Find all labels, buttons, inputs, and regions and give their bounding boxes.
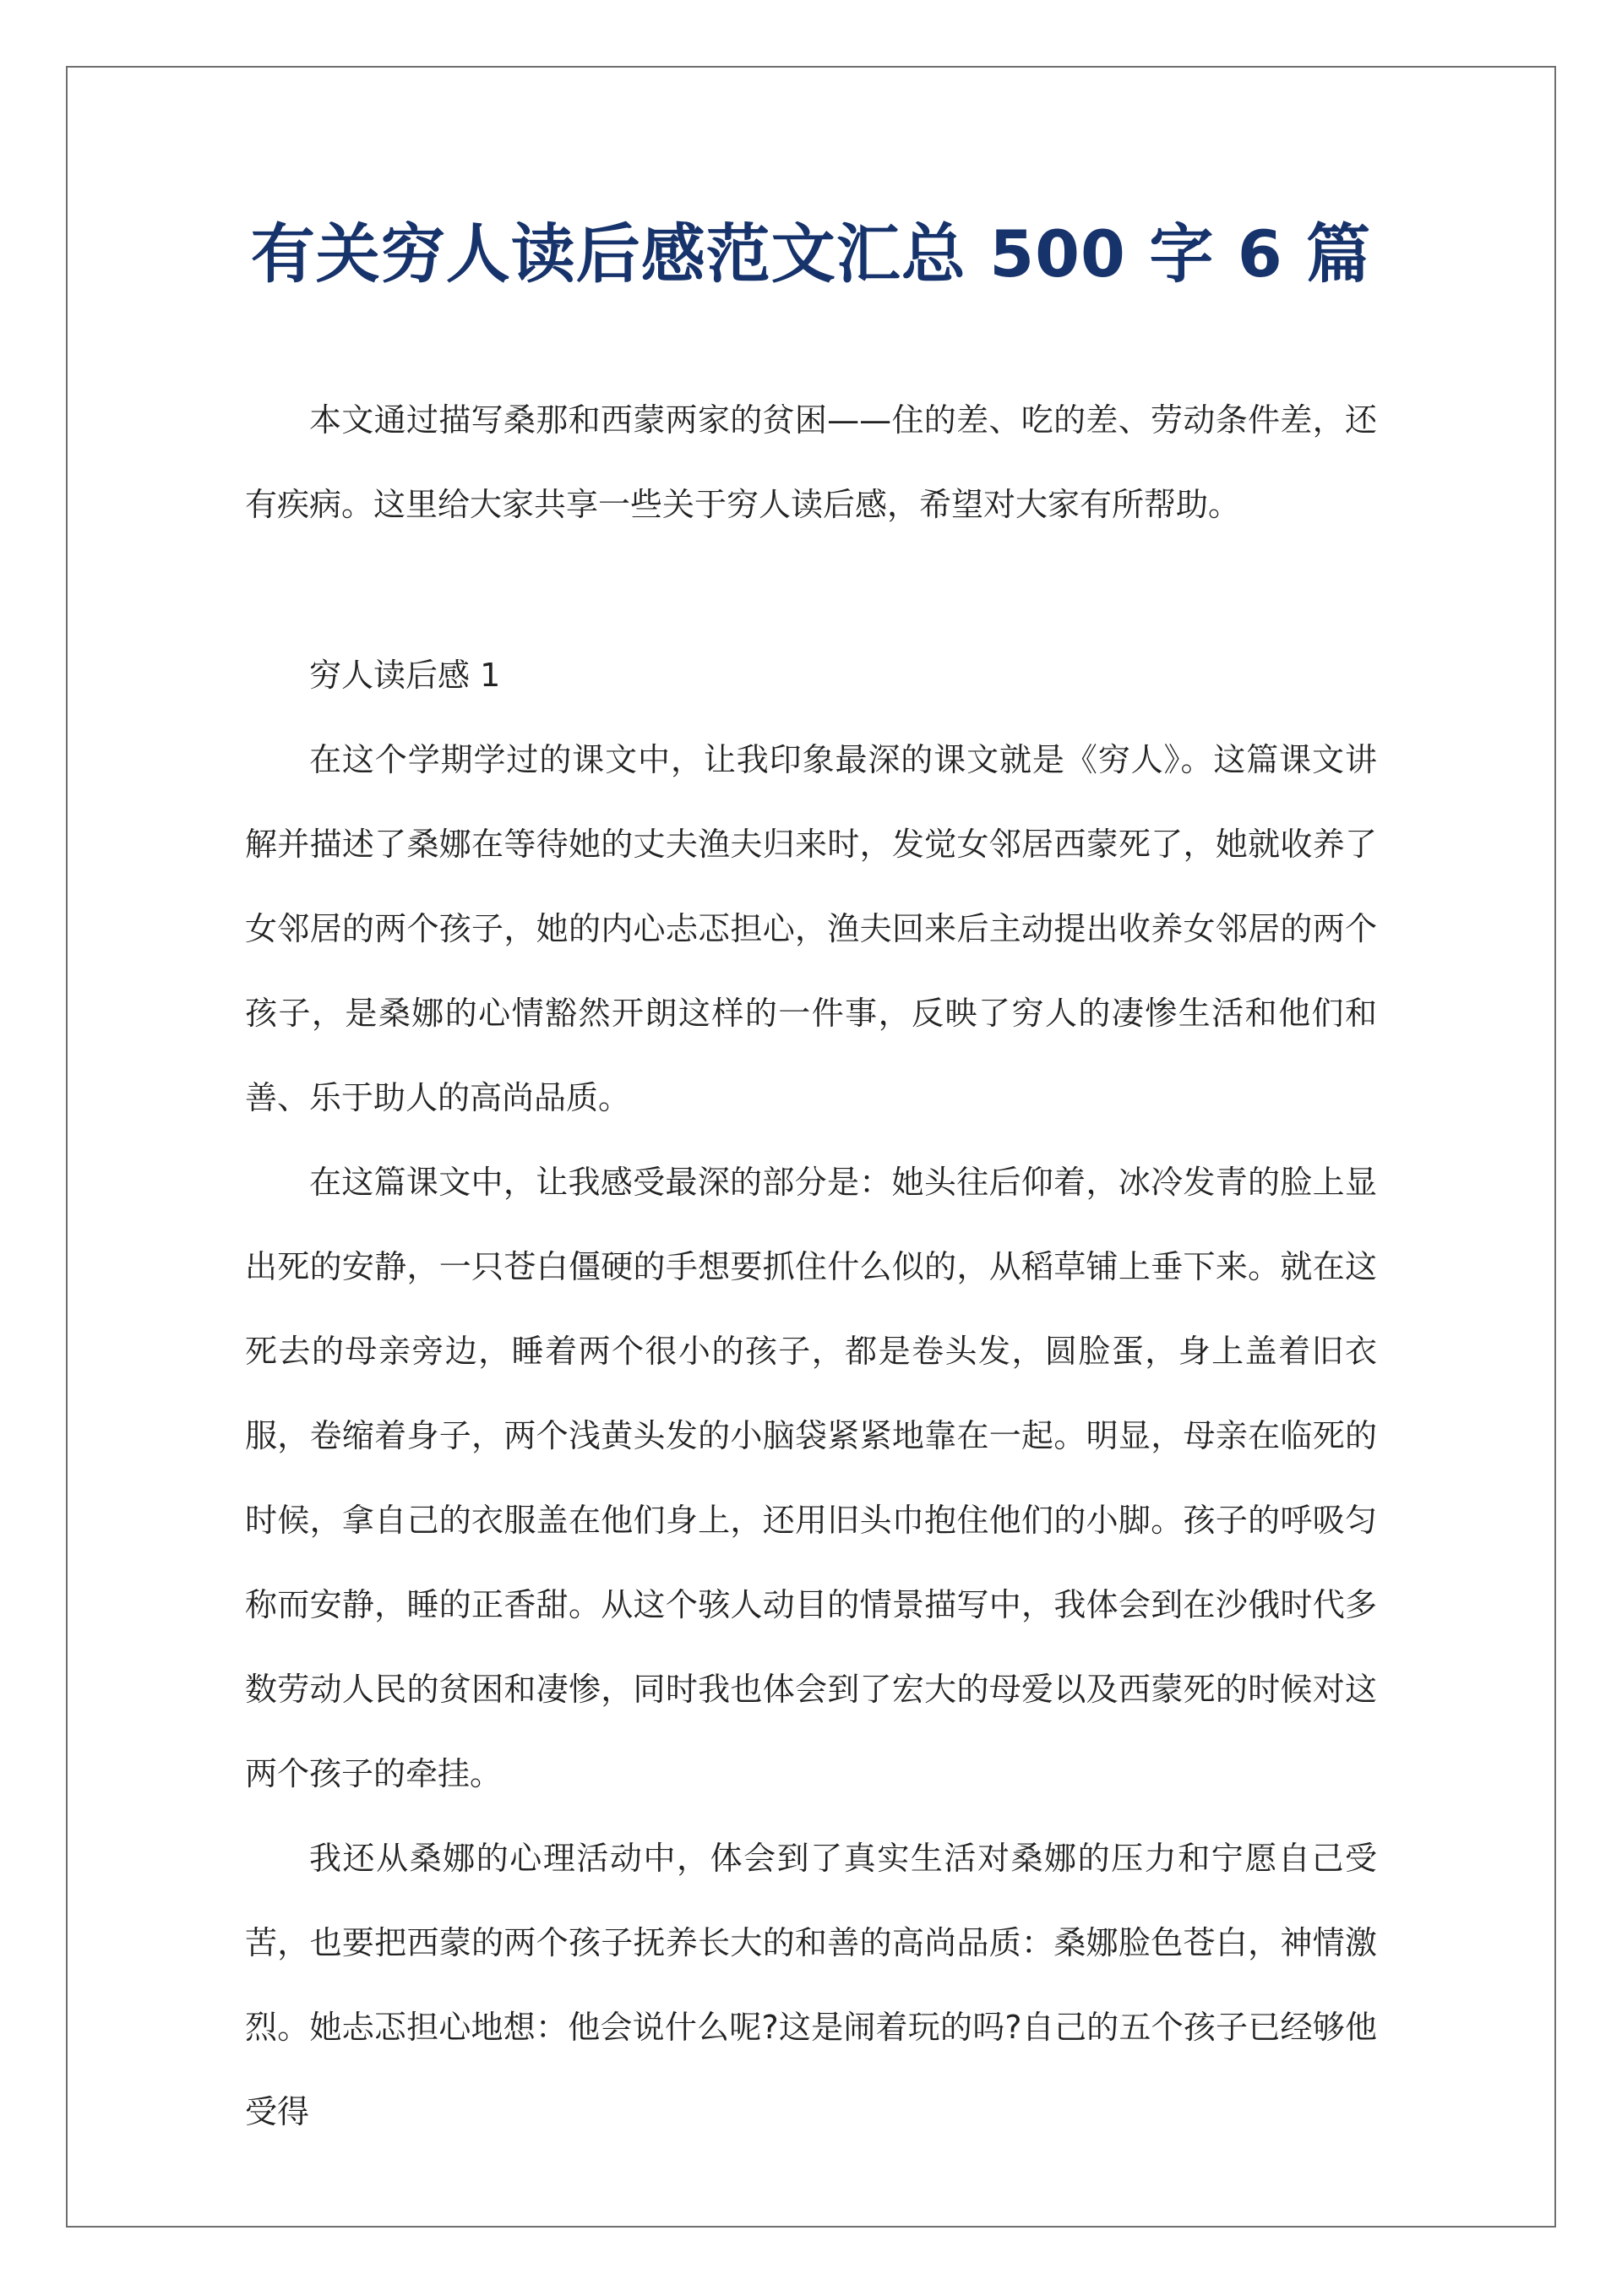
- intro-paragraph: 本文通过描写桑那和西蒙两家的贫困——住的差、吃的差、劳动条件差，还有疾病。这里给大家共享一些关于穷人读后感，希望对大家有所帮助。: [245, 401, 1377, 523]
- document-title: 有关穷人读后感范文汇总 500 字 6 篇: [250, 216, 1372, 292]
- body-paragraph-2: 在这篇课文中，让我感受最深的部分是：她头往后仰着，冰冷发青的脸上显出死的安静，一只苍白僵硬的手想要抓住什么似的，从稻草铺上垂下来。就在这死去的母亲旁边，睡着两个很小的孩子，都是卷头发，圆脸蛋，身上盖着旧衣服，卷缩着身子，两个浅黄头发的小脑袋紧紧地靠在一起。明显，母亲在临死的时候，拿自己的衣服盖在他们身上，还用旧头巾抱住他们的小脚。孩子的呼吸匀称而安静，睡的正香甜。从这个骇人动目的情景描写中，我体会到在沙俄时代多数劳动人民的贫困和凄惨，同时我也体会到了宏大的母爱以及西蒙死的时候对这两个孩子的牵挂。: [245, 1164, 1377, 1792]
- body-paragraph-1: 在这个学期学过的课文中，让我印象最深的课文就是《穷人》。这篇课文讲解并描述了桑娜在等待她的丈夫渔夫归来时，发觉女邻居西蒙死了，她就收养了女邻居的两个孩子，她的内心忐忑担心，渔夫回来后主动提出收养女邻居的两个孩子，是桑娜的心情豁然开朗这样的一件事，反映了穷人的凄惨生活和他们和善、乐于助人的高尚品质。: [245, 741, 1377, 1116]
- document-body: [245, 378, 1377, 2154]
- body-paragraph-3: 我还从桑娜的心理活动中，体会到了真实生活对桑娜的压力和宁愿自己受苦，也要把西蒙的两个孩子抚养长大的和善的高尚品质：桑娜脸色苍白，神情激烈。她忐忑担心地想：他会说什么呢?这是闹着玩的吗?自己的五个孩子已经够他受得: [245, 1840, 1377, 2130]
- section-heading: 穷人读后感 1: [309, 657, 501, 694]
